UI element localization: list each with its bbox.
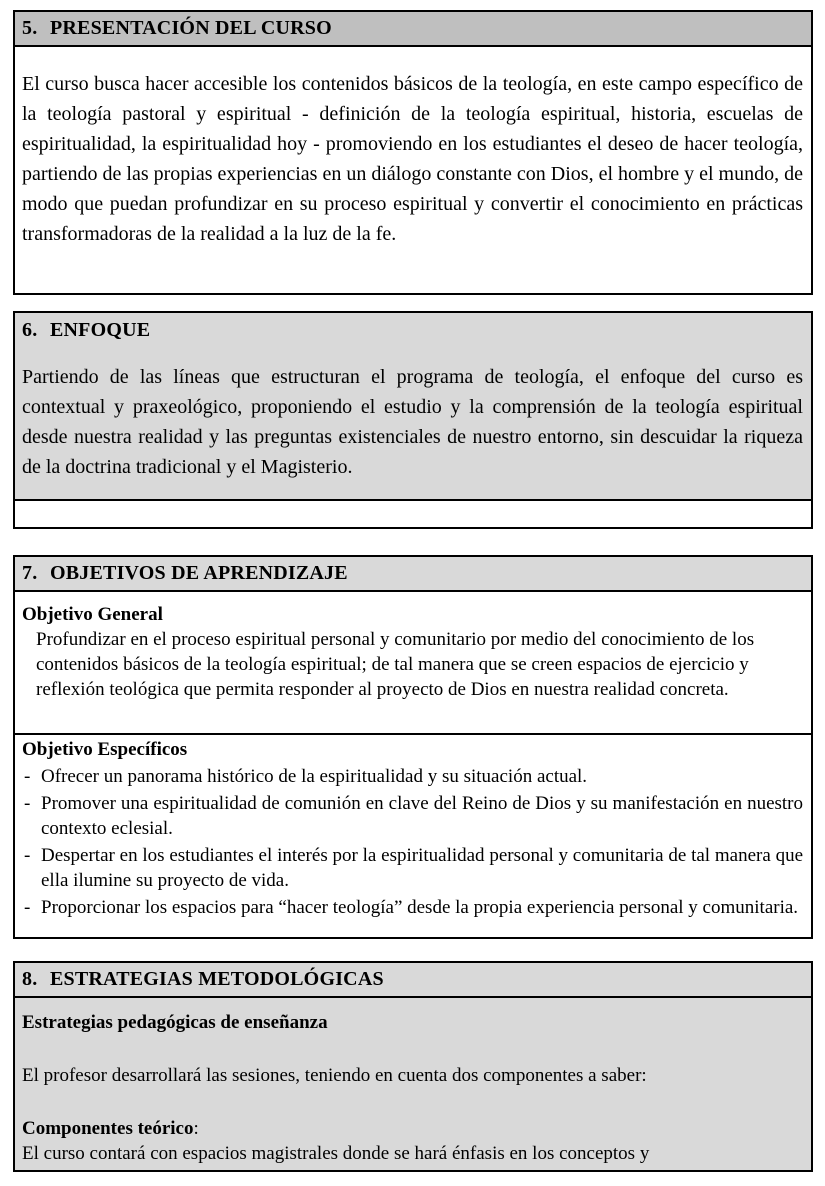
section-6-number: 6. [22, 319, 38, 341]
objetivo-bullet-4 [22, 895, 803, 920]
section-7-header [15, 557, 811, 592]
section-7-number: 7. [22, 562, 38, 584]
bullet-text: Proporcionar los espacios para “hacer teología” desde la propia experiencia personal y comunitaria. [41, 897, 799, 918]
section-8-title: ESTRATEGIAS METODOLÓGICAS [50, 968, 384, 990]
objetivo-bullet-1 [22, 764, 803, 789]
section-5-presentacion-table [13, 10, 813, 295]
estrategias-pedagogicas-heading: Estrategias pedagógicas de enseñanza [22, 1012, 328, 1033]
objetivo-general-heading: Objetivo General [22, 604, 163, 625]
profesor-intro-text: El profesor desarrollará las sesiones, teniendo en cuenta dos componentes a saber: [22, 1065, 647, 1086]
componentes-teorico-colon: : [193, 1118, 199, 1139]
componentes-teorico-heading-line [22, 1116, 803, 1141]
bullet-text: Promover una espiritualidad de comunión en clave del Reino de Dios y su manifestación en nuestro contexto eclesial. [41, 793, 803, 839]
objetivo-bullet-3 [22, 843, 803, 893]
bullet-dash: - [24, 845, 31, 866]
section-5-number: 5. [22, 17, 38, 39]
bullet-dash: - [24, 766, 31, 787]
componentes-teorico-heading: Componentes teórico [22, 1118, 194, 1139]
objetivo-general-text: Profundizar en el proceso espiritual personal y comunitario por medio del conocimiento de los contenidos básicos de la teología espiritual; de tal manera que se creen espacios de ejercicio y reflexión teológica que permita responder al proyecto de Dios en nuestra realidad concreta. [36, 629, 755, 700]
section-5-header [15, 12, 811, 47]
section-8-number: 8. [22, 968, 38, 990]
course-presentation-text: El curso busca hacer accesible los contenidos básicos de la teología, en este campo específico de la teología pastoral y espiritual - definición de la teología espiritual, historia, escuelas de espiritualidad, la espiritualidad hoy - promoviendo en los estudiantes el deseo de hacer teología, partiendo de las propias experiencias en un diálogo constante con Dios, el hombre y el mundo, de modo que puedan profundizar en su proceso espiritual y convertir el conocimiento en prácticas transformadoras de la realidad a la luz de la fe. [22, 73, 803, 245]
bullet-dash: - [24, 897, 31, 918]
objetivo-especificos-cell [15, 735, 811, 937]
enfoque-text: Partiendo de las líneas que estructuran el programa de teología, el enfoque del curso es contextual y praxeológico, proponiendo el estudio y la comprensión de la teología espiritual desde nuestra realidad y las preguntas existenciales de nuestro entorno, sin descuidar la riqueza de la doctrina tradicional y el Magisterio. [22, 366, 803, 478]
objetivo-especificos-heading: Objetivo Específicos [22, 739, 188, 760]
document-content [13, 10, 813, 1172]
section-5-title: PRESENTACIÓN DEL CURSO [50, 17, 332, 39]
objetivo-general-cell [15, 592, 811, 735]
section-6-cell [15, 313, 811, 499]
bullet-text: Despertar en los estudiantes el interés por la espiritualidad personal y comunitaria de tal manera que ella ilumine su proyecto de vida. [41, 845, 803, 891]
componentes-teorico-text: El curso contará con espacios magistrales donde se hará énfasis en los conceptos y [22, 1143, 650, 1164]
section-8-estrategias-table [13, 961, 813, 1172]
section-8-header [15, 963, 811, 998]
section-7-objetivos-table [13, 555, 813, 939]
section-7-title: OBJETIVOS DE APRENDIZAJE [50, 562, 348, 584]
section-5-body-cell [15, 47, 811, 293]
section-8-body-cell [15, 998, 811, 1170]
objetivo-bullet-2 [22, 791, 803, 841]
section-6-title: ENFOQUE [50, 319, 151, 341]
section-6-header [22, 318, 803, 342]
bullet-dash: - [24, 793, 31, 814]
bullet-text: Ofrecer un panorama histórico de la espiritualidad y su situación actual. [41, 766, 588, 787]
empty-row [15, 499, 811, 527]
section-6-enfoque-table [13, 311, 813, 529]
